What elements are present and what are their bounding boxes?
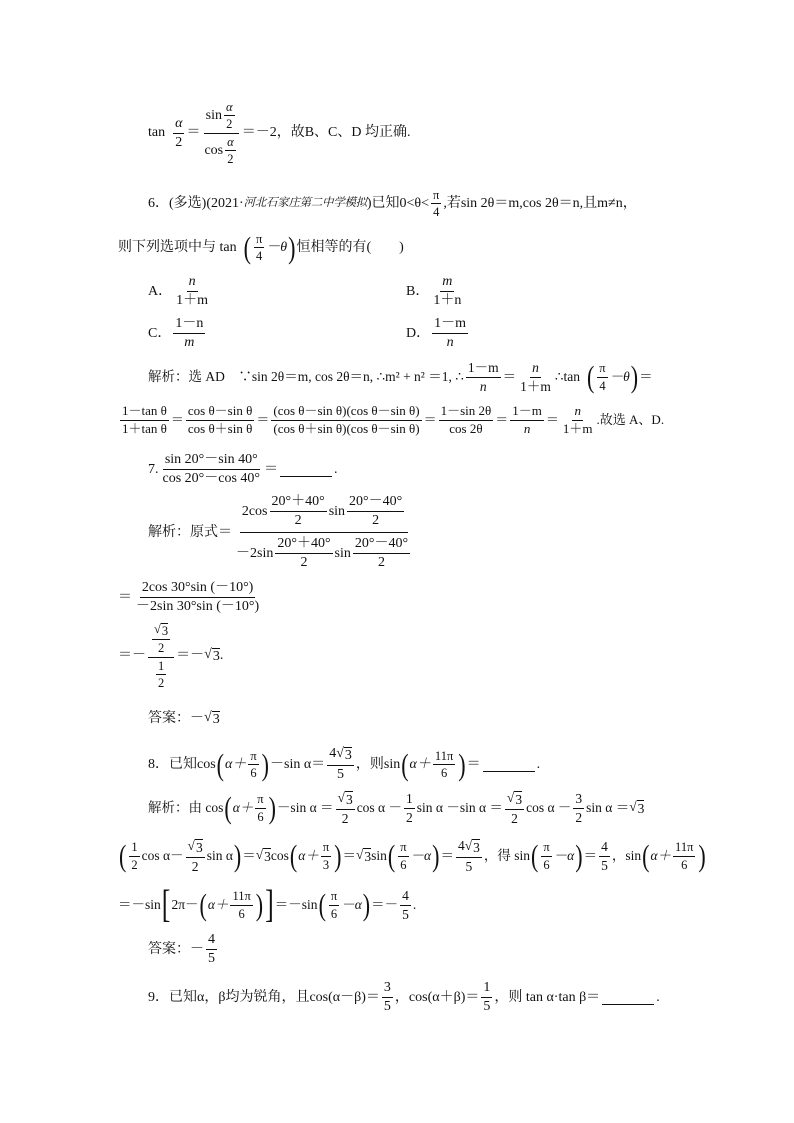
q6-options-row2 — [148, 316, 676, 351]
sin-over-cos-half: sin $\frac{\alpha}{2}$ cos $\frac{\alpha}{2}$ — [202, 100, 239, 167]
tan-half-angle-line: tan $\frac{\alpha}{2}$ ＝ sin $\frac{\alpha}{2}$ cos $\frac{\alpha}{2}$ ＝－2，故B、C、D 均正确. — [148, 100, 411, 167]
q6-solution-line1: 解析：选 AD ∵sin 2θ＝m, cos 2θ＝n, ∴m² + n² ＝1, ∴ $\frac{1-m}{n}$ ＝ $\frac{n}{1+m}$ ∴tan ( $\frac{\pi}{4}$ －θ ) ＝ — [148, 358, 653, 394]
q7-solution-step3: ＝－ √ 3 2 $\frac{1}{2}$ ＝－ √ 3 . — [118, 622, 224, 691]
q6-options-row1 — [148, 274, 676, 309]
alpha-over-two: $\frac{\alpha}{2}$ — [175, 115, 183, 150]
q9-answer-blank[interactable] — [602, 990, 654, 1005]
q7-stem: 7. $\frac{\sin 20^\circ-\sin 40^\circ}{\cos 20^\circ-\cos 40^\circ}$ ＝ . — [148, 452, 338, 487]
q9-stem: 9．已知α，β均为锐角，且cos(α－β)＝ $\frac{3}{5}$ ，cos(α＋β)＝ $\frac{1}{5}$ ，则 tan α·tan β＝ . — [148, 980, 660, 1015]
option-b[interactable]: B． $\frac{m}{1+n}$ — [406, 274, 462, 309]
q8-answer-blank[interactable] — [483, 757, 535, 772]
q7-solution-step2: ＝ $\frac{2\cos 30^\circ\sin (-10^\circ)}{-2\sin 30^\circ\sin (-10^\circ)}$ — [118, 580, 260, 615]
q8-solution-line2: ( $\frac{1}{2}$ cos α－ √ 3 2 sin α ) ＝ √ 3 cos ( α＋ $\frac{\pi}{3}$ ) ＝ √ 3 sin ( $\frac{\pi}{6}$ －α ) ＝ 4√ 3 5 ，得 sin ( $\frac{\pi}{6}$ －α ) ＝ $\frac{4}{5}$ ，sin ( α＋ $\frac{11\pi}{6}$ ) — [119, 837, 706, 874]
q6-stem-line2: 则下列选项中与 tan ( $\frac{\pi}{4}$ －θ ) 恒相等的有( ) — [118, 229, 404, 265]
q6-stem: 6．(多选)(2021· 河北石家庄第二中学模拟 )已知0<θ< $\frac{\pi}{4}$ ,若sin 2θ＝m,cos 2θ＝n,且m≠n， — [148, 188, 637, 220]
option-c[interactable]: C． $\frac{1-n}{m}$ — [148, 316, 204, 351]
q7-solution-step1: 解析：原式＝ 2cos $\frac{20^\circ+40^\circ}{2}$ sin $\frac{20^\circ-40^\circ}{2}$ －2sin $\frac{20^\circ+40^\circ}{2}$ sin $\frac{20^\circ-40^\circ}{2}$ — [148, 494, 409, 571]
top-result: ＝－2，故B、C、D 均正确. — [241, 125, 411, 141]
option-d[interactable]: D． $\frac{1-m}{n}$ — [406, 316, 467, 351]
option-a[interactable]: A． $\frac{n}{1+m}$ — [148, 274, 209, 309]
q8-solution-line3: ＝－sin [ 2π－ ( α＋ $\frac{11\pi}{6}$ ) ] ＝－sin ( $\frac{\pi}{6}$ －α ) ＝－ $\frac{4}{5}$ . — [118, 882, 417, 927]
q6-source: 河北石家庄第二中学模拟 — [243, 197, 367, 210]
q7-answer: 答案：－ √ 3 — [148, 710, 220, 727]
q8-solution-line1: 解析：由 cos ( α＋ $\frac{\pi}{6}$ ) －sin α ＝ √ 3 2 cos α － $\frac{1}{2}$ sin α －sin α ＝ √ 3 2 cos α － $\frac{3}{2}$ sin α ＝ √ 3 — [148, 789, 645, 826]
q8-stem: 8．已知cos ( α＋ $\frac{\pi}{6}$ ) －sin α＝ 4√ 3 5 ，则sin ( α＋ $\frac{11\pi}{6}$ ) ＝ . — [148, 746, 541, 783]
tan-label: tan — [148, 125, 166, 141]
q8-answer: 答案：－ $\frac{4}{5}$ — [148, 932, 215, 967]
q7-answer-blank[interactable] — [280, 462, 332, 477]
q6-solution-line2: $\frac{\text{1－tan θ}}{\text{1＋tan θ}}$ ＝ $\frac{\text{cos θ－sin θ}}{\text{cos θ＋sin θ}}$ ＝ $\frac{\text{(cos θ－sin θ)(cos θ－sin θ)}}{\text{(cos θ＋sin θ)(cos θ－sin θ)}}$ ＝ $\frac{1-\sin 2\theta}{\cos 2\theta}$ ＝ $\frac{1-m}{n}$ ＝ $\frac{n}{1+m}$ .故选 A、D. — [122, 403, 665, 436]
